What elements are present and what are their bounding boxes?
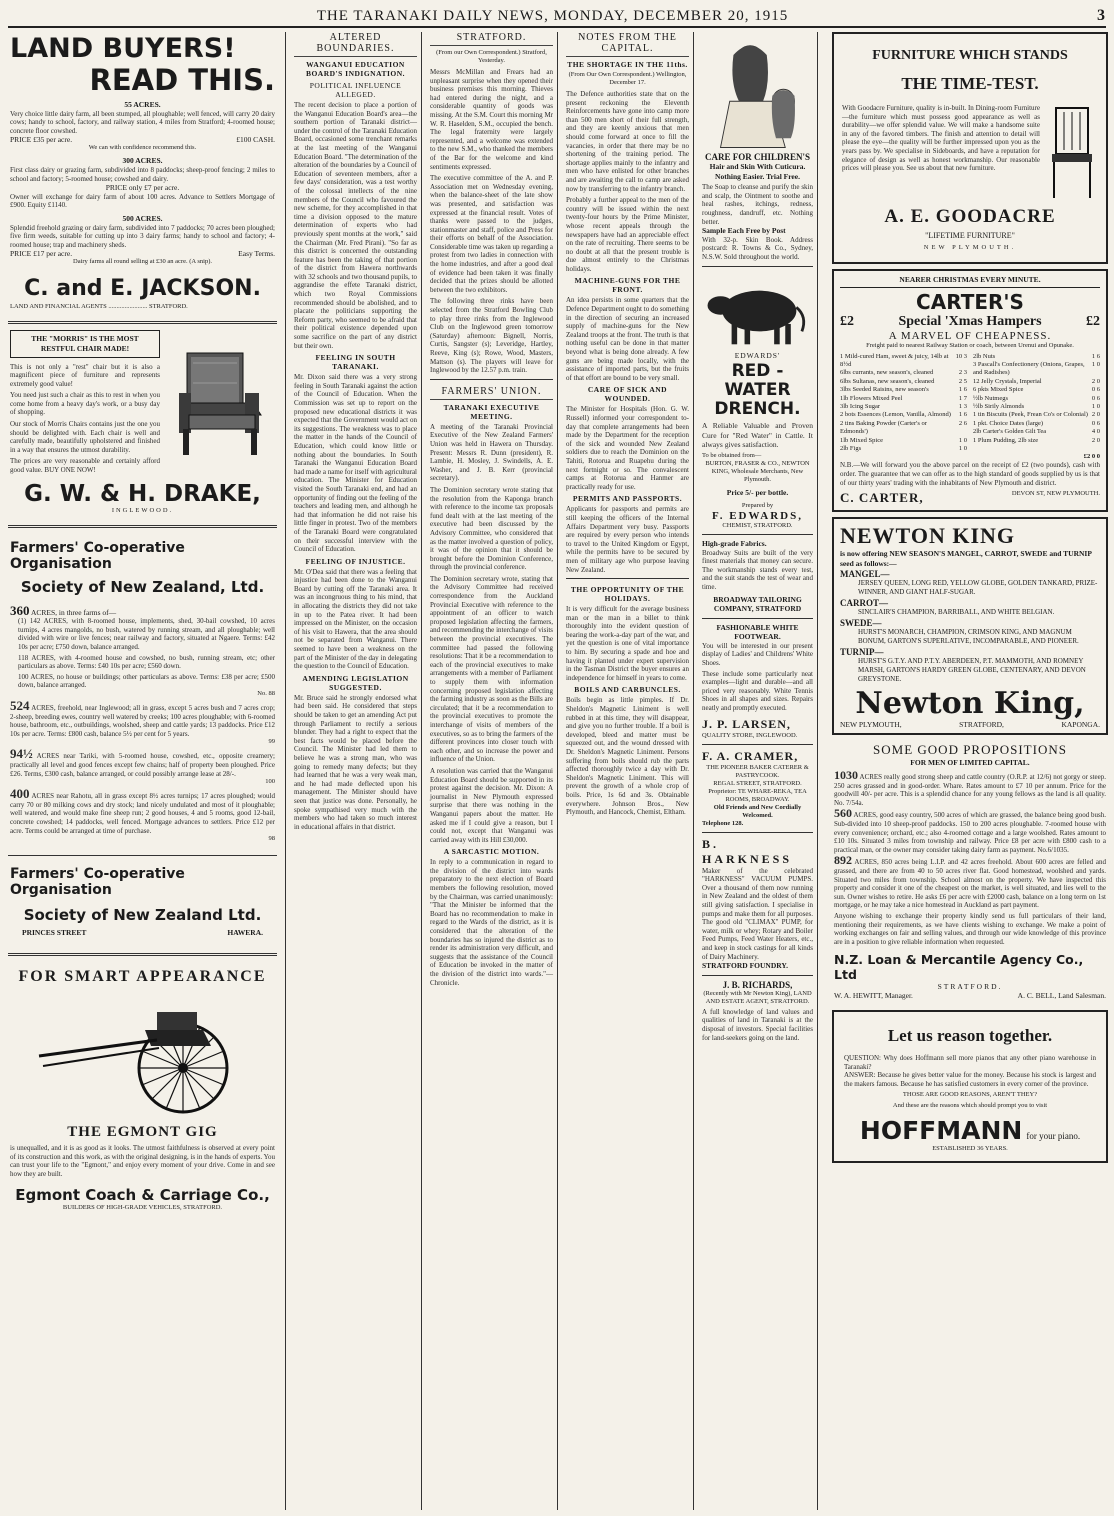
drench-stockist: BURTON, FRASER & CO., NEWTON KING, Wholesale Merchants, New Plymouth.: [705, 460, 810, 484]
listing-terms: Easy Terms.: [238, 249, 275, 259]
column-1: [8, 32, 286, 1510]
larsen-head: FASHIONABLE WHITE FOOTWEAR.: [716, 622, 799, 642]
hamper-item: [973, 437, 1100, 445]
article-heading: FARMERS' UNION.: [430, 386, 553, 400]
article-para: A resolution was carried that the Wanganui Education Board should be supported in its protest against the decision. Mr. Dixon: A journalist in New Plymouth expressed surprise that there was nothing in the Wanganui papers about the matter. He asked me if I could give a reason, but I could not, except that Wanganui was carried away with its Hill £30,000.: [430, 766, 553, 844]
hamper-item-price: 2 6: [958, 419, 967, 427]
farm-acres: 94½: [10, 746, 33, 762]
hamper-item: [973, 428, 1100, 436]
larsen-firm-sub: QUALITY STORE, INGLEWOOD.: [702, 731, 798, 739]
hamper-item-price: 1 0: [958, 436, 967, 444]
listing-price-row: [10, 135, 275, 144]
prop-acres: 892: [834, 853, 852, 868]
carter-price-right: £2: [1085, 313, 1100, 329]
newton-king-ad: [832, 517, 1108, 735]
hamper-item-price: 1 0: [958, 445, 967, 453]
carter-note: Freight paid to nearest Railway Station or coach, between Urenui and Opunake.: [866, 341, 1074, 349]
article-subheading: BOILS AND CARBUNCLES.: [574, 685, 681, 695]
article-para: The Minister for Hospitals (Hon. G. W. Russell) informed your correspondent to-day that complete arrangements had been made by the Department for the reception of the sick and wounded New Zealand soldiers due to reach the Dominion on the Tahiti, Rotorua and Ruapehu during the next fortnight or so. The convalescent camps at Rotorua and Hanmer are practically ready for use.: [566, 405, 689, 491]
article-subheading: TARANAKI EXECUTIVE MEETING.: [443, 402, 540, 421]
article-para: Mr. Bruce said he strongly endorsed what had been said. He considered that steps should be taken to get an amending Act put through Parliament to rectify a serious blunder. They had a right to expect that the best facts would be placed before the Council. The Minister had led them to believe he was a strong man, who was going to remedy many defects; but they had learned that he was a very weak man, and he had made deflected upon his management. The Minister should have seen that justice was done. Personally, he spoke sympathised very much with the members who had taken so much interest in educational affairs in that district.: [294, 693, 417, 831]
seed-category: TURNIP—: [840, 647, 884, 658]
larsen-text: These include some particularly neat examples—light and durable—and all priced very reasonably. White Tennis Shoes in all shapes and sizes. Repairs neatly and promptly executed.: [702, 669, 813, 713]
nzloan-exchange: Anyone wishing to exchange their property kindly send us full particulars of their land, mentioning their requirements, as we have clients wishing to exchange. We make a point of working exchanges on fair and selling values, and through our wide knowledge of this province are in a position to give reliable information when requested.: [834, 911, 1106, 946]
proposition: [834, 853, 1106, 910]
drake-para: Our stock of Morris Chairs contains just the one you should be delighted with. Each chair is well and carefully made, beautifully upholstered and finished in a way that ensures the utmost durability.: [10, 420, 160, 454]
hamper-item-price: 1 7: [958, 394, 967, 402]
article-para: A meeting of the Taranaki Provincial Executive of the New Zealand Farmers' Union was held in Hawera on Thursday. Present: Messrs R. Dunn (president), R. Lambie, H. Mosley, J. Swindells, A. E. Washer, and J. B. Kerr (provincial secretary).: [430, 422, 553, 483]
proposition: [834, 806, 1106, 854]
listing-text: Splendid freehold grazing or dairy farm, subdivided into 7 paddocks; 70 acres been ploughed; five firm weeds, suitable for cutting up into 3 dairy farms; handy to school and factory; 4-roomed house; trap and machinery sheds.: [10, 223, 275, 249]
cramer-note: Old Friends and New Cordially Welcomed.: [713, 803, 802, 819]
jackson-ad: [8, 32, 277, 317]
listing-text: First class dairy or grazing farm, subdivided into 8 paddocks; sheep-proof fencing; 2 miles to school and factory; 5-roomed house; cowshed and dairy.: [10, 165, 275, 183]
article-para: The executive committee of the A. and P. Association met on Wednesday evening, when the balance-sheet of the late show was presented, and satisfaction was expressed at the financial result. Votes of thanks were passed to the judges, stationmaster and staff, police and Press for their efforts on behalf of the Association. Considerable time was taken up regarding a protest from two ladies in connection with the home industries, and after a good deal of evidence had been taken it was finally decided that the prizes should be allotted between the two exhibitors.: [430, 174, 553, 294]
listing-price: PRICE £17 per acre.: [10, 249, 73, 259]
hamper-item-price: 2 0: [1091, 436, 1100, 444]
cramer-tel: Telephone 128.: [702, 819, 744, 827]
cuticura-sub: Hair and Skin With Cuticura. Nothing Easier. Trial Free.: [709, 162, 806, 181]
hamper-total: £2 0 0: [1083, 453, 1100, 461]
article-para: The recent decision to place a portion of the Wanganui Education Board's area—the southern portion of Taranaki district—under the control of the Taranaki Education Board, occasioned some trenchant remarks at the last meeting of the Wanganui Education Board. "The determination of the alteration of the boundaries by a Council of Education of seventeen members, after a few days' consideration, was a test worthy of the colossal intellects of the nine members of the Council who favoured the new scheme, for they accomplished in that time a division opposed to the mature determination of experts who had previously spent months at the work," said the Chairman (Mr. Fred Pirani). "So far as this district is concerned the outstanding feature has been the taking of that portion of the district from Hawera northwards with 32 schools and two thousand pupils, to aggrandise the effete Taranaki district, which two Royal Commissions recommended should be abolished, and to placate the politicians supporting the Reform party, who seemed to be afraid that their political existence depended upon some sacrifice on the part of any district but their own.: [294, 101, 417, 350]
prop-text: ACRES, good easy country, 500 acres of which are grassed, the balance being good bush. Sub-divided into 10 sheep-proof paddocks. 150 to 200 acres ploughable. 7-roomed house with every convenience; orchard, etc.; also 4-roomed cottage and a large woolshed. Rates amount to £10 10s. Situated 3 miles from township and railway. Price £8 per acre with £800 cash to a practical man, or the owner may consider taking dairy farm as payment.: [834, 811, 1106, 854]
listing-price: PRICE £35 per acre.: [10, 135, 73, 145]
hamper-item-label: 6lbs currants, new season's, cleaned: [840, 369, 934, 377]
broadway-ad: [702, 539, 813, 614]
hamper-item-label: 12 Jelly Crystals, Imperial: [973, 377, 1042, 385]
newton-intro: is now offering NEW SEASON'S MANGEL, CARROT, SWEDE and TURNIP seed as follows:—: [840, 549, 1092, 568]
drench-ad: [702, 271, 813, 530]
carter-firm-sub: DEVON ST, NEW PLYMOUTH.: [1011, 490, 1100, 498]
hamper-item-price: 0 6: [1091, 394, 1100, 402]
nzloan-staff: [834, 992, 1106, 1000]
drake-head-1: THE "MORRIS" IS THE MOST: [31, 334, 139, 344]
article-subheading: FEELING OF INJUSTICE.: [305, 556, 406, 566]
hamper-item-label: 6 pkts Mixed Spice: [973, 386, 1024, 394]
carter-ad: [832, 269, 1108, 512]
hamper-item-label: 2lb Nuts: [973, 352, 996, 360]
farm-ref: 100: [265, 778, 275, 786]
hamper-item: [973, 361, 1100, 378]
article-subheading: PERMITS AND PASSPORTS.: [572, 494, 683, 504]
jackson-firm-sub: LAND AND FINANCIAL AGENTS ........................ STRATFORD.: [10, 303, 188, 311]
drake-firm: G. W. & H. DRAKE,: [24, 480, 261, 507]
farm-sub: (1) 142 ACRES, with 8-roomed house, implements, shed, 30-bail cowshed, 10 acres turnips, 4 acres mangolds, no bush, watered by running stream, and all ploughable; well divided with wire or live fences; near railway and factory, situated at Ngaere. Terms: £42 10s per acre; £750 down, balance arranged.: [18, 617, 275, 651]
hoffmann-head: Let us reason together.: [887, 1025, 1053, 1045]
listing-text: Very choice little dairy farm, all been stumped, all ploughable; well fenced, will carry 20 dairy cows; handy to school, factory, and railway station, 4 miles from Stratford; 4-roomed house; concrete floor cowshed.: [10, 109, 275, 135]
article-para: Probably a further appeal to the men of the country will be issued within the next twenty-four hours by the Prime Minister, whose recent appeals through the newspapers have had an appreciable effect on the rate of recruiting. There seems to be no doubt at all that the present trouble is due almost entirely to the Christmas holidays.: [566, 196, 689, 273]
page-number: 3: [1097, 7, 1106, 24]
hamper-column-left: [840, 353, 967, 454]
carter-head: Special 'Xmas Hampers: [898, 313, 1042, 329]
gig-illustration: [33, 990, 253, 1120]
hamper-item-price: 1 6: [958, 411, 967, 419]
drake-heading-box: [10, 330, 160, 357]
farm-text: ACRES, freehold, near Inglewood; all in grass, except 5 acres bush and 7 acres crop; 2-sheep, breeding ewes, country well watered by creeks; 100 acres ploughable; with 6-roomed house, bathroom, etc., outbuildings, woolshed, sheep and cattle yards; 13 paddocks. Price £12 10s per acre. Terms: £800 cash, balance 5½ per cent for 5 years.: [10, 703, 275, 738]
drake-para: You need just such a chair as this to rest in when you come home from a heavy day's work, or a busy day of shopping.: [10, 391, 160, 417]
hamper-item-label: 3 Pascall's Confectionery (Onions, Grapes, and Radishes): [973, 361, 1085, 377]
carter-price-left: £2: [840, 313, 854, 329]
listing-note: Owner will exchange for dairy farm of about 100 acres. Advance to Settlers Mortgage of £900. Equity £1140.: [10, 192, 275, 210]
newton-town: STRATFORD,: [959, 720, 1004, 730]
article-para: Messrs McMillan and Frears had an unpleasant surprise when they opened their business premises this morning. Thieves had entered during the night, and a considerable quantity of goods was missing. At the S.M. Court this morning Mr W. R. Haselden, S.M., occupied the bench. The legal fraternity were largely represented, and a welcome was extended to the new S.M., who thanked the members of the Bar for the welcome and kind sentiments expressed.: [430, 68, 553, 171]
carter-top: NEARER CHRISTMAS EVERY MINUTE.: [840, 275, 1100, 288]
gig-firm: Egmont Coach & Carriage Co.,: [15, 1186, 270, 1205]
hoffmann-tag: for your piano.: [1026, 1131, 1081, 1142]
cramer-firm: F. A. CRAMER,: [702, 748, 799, 763]
cuticura-addr: With 32-p. Skin Book. Address postcard: R. Towns & Co., Sydney, N.S.W. Sold throughout the world.: [702, 235, 813, 261]
farmers-head-1: Farmers' Co-operative Organisation: [10, 539, 185, 572]
cow-illustration: [702, 271, 813, 351]
drake-para: This is not only a "rest" chair but it is also a magnificent piece of furniture and represents extremely good value!: [10, 362, 160, 388]
hamper-item-price: 4 0: [1091, 428, 1100, 436]
drench-text: A Reliable Valuable and Proven Cure for "Red Water" in Cattle. It always gives satisfaction.: [702, 421, 813, 449]
article-para: Applicants for passports and permits are still keeping the officers of the Internal Affairs Department very busy. Passports are required by every person who intends to travel to the United Kingdom or Egypt, while the permits have to be secured by men of military age who purpose leaving New Zealand.: [566, 505, 689, 574]
hamper-item: [840, 411, 967, 419]
cuticura-ad: [702, 32, 813, 262]
richards-ad: [702, 980, 813, 1042]
listing-cash: £100 CASH.: [236, 135, 275, 145]
gig-head: FOR SMART APPEARANCE: [18, 968, 267, 986]
hoffmann-q3: And these are the reasons which should prompt you to visit: [892, 1102, 1048, 1110]
farmers2-head-1: Farmers' Co-operative Organisation: [10, 866, 185, 899]
hamper-item-price: 2 0: [1091, 377, 1100, 385]
proposition: [834, 768, 1106, 807]
farmers2-address: [10, 928, 275, 937]
column-4: [562, 32, 694, 1510]
goodacre-tag: "LIFETIME FURNITURE": [925, 231, 1015, 240]
hamper-item: [973, 395, 1100, 403]
hamper-list: [840, 353, 1100, 454]
hamper-item-label: 2 tins Baking Powder (Carter's or Edmonds'): [840, 419, 927, 436]
listing-price: PRICE only £7 per acre.: [105, 183, 180, 193]
farm-text: ACRES, in three farms of—: [30, 607, 117, 617]
article-dateline: (From our Own Correspondent.) Stratford, Yesterday.: [436, 49, 547, 64]
drench-prep: Prepared by: [741, 501, 774, 509]
listing-note: We can with confidence recommend this.: [88, 144, 197, 152]
nzloan-firm: N.Z. Loan & Mercantile Agency Co., Ltd: [834, 952, 1084, 983]
carter-firm: C. CARTER,: [840, 490, 924, 506]
drench-firm: F. EDWARDS,: [712, 509, 803, 522]
farmers2-town: HAWERA.: [227, 928, 263, 938]
article-dateline: (From Our Own Correspondent.) Wellington, December 17.: [568, 71, 687, 86]
prop-ref: No.6/1035.: [1037, 845, 1069, 854]
farm-acres: 400: [10, 786, 30, 802]
cramer-ad: [702, 749, 813, 828]
farm-sub: 118 ACRES, with 4-roomed house and cowshed, no bush, running stream, etc; other particulars as above. Terms: £40 10s per acre; £560 down.: [18, 653, 275, 671]
drake-head-2: RESTFUL CHAIR MADE!: [40, 343, 130, 353]
seed-varieties: SINCLAIR'S CHAMPION, BARRIBALL, AND WHITE BELGIAN.: [858, 608, 1055, 617]
newton-town: NEW PLYMOUTH,: [840, 720, 902, 730]
hamper-item-price: 2 5: [958, 377, 967, 385]
cuticura-sample: Sample Each Free by Post: [702, 226, 786, 236]
farmers-ad-1: [8, 532, 277, 845]
hamper-item-price: 2 3: [958, 369, 967, 377]
farmers2-street: PRINCES STREET: [22, 928, 87, 938]
nzloan-sub: FOR MEN OF LIMITED CAPITAL.: [910, 758, 1030, 768]
article-subheading: CARE OF SICK AND WOUNDED.: [587, 385, 668, 404]
hamper-item-price: 0 6: [1091, 386, 1100, 394]
harkness-firm: B. HARKNESS: [702, 836, 793, 866]
farm-listing: [10, 786, 275, 835]
column-6: [826, 32, 1108, 1510]
listing-price-row: [10, 249, 275, 258]
goodacre-text: With Goodacre Furniture, quality is in-built. In Dining-room Furniture—the furniture which must possess good appearance as well as durability—we offer splendid value. We will make a handsome suite in any of the favored timbers. The finish and attention to detail will please the eye—the quality will be further impressed upon you as the years pass by. We specialise in Sideboards, and have a reputation for elegance of design as well as honest workmanship. Our reasonable prices will please you. See us about that new furniture.: [842, 104, 1040, 173]
nzloan-head: SOME GOOD PROPOSITIONS: [873, 742, 1067, 758]
article-heading: ALTERED BOUNDARIES.: [294, 32, 417, 57]
hamper-item-price: 1 3: [958, 403, 967, 411]
hamper-item-label: ½lb Sirily Almonds: [973, 403, 1025, 411]
carter-headline: [840, 314, 1100, 330]
cramer-sub: THE PIONEER BAKER CATERER & PASTRYCOOK.: [706, 763, 809, 779]
hamper-item: [973, 353, 1100, 361]
gig-name: THE EGMONT GIG: [67, 1124, 218, 1141]
hamper-item-label: 6lbs Sultanas, new season's, cleaned: [840, 377, 935, 385]
newton-town: KAPONGA.: [1061, 720, 1100, 730]
gig-text: is unequalled, and it is as good as it looks. The utmost faithfulness is observed at every point of its construction and this work, as with the original designing, is in the hands of experts. You can trust your life to the "Egmont," and enjoy every moment of your drive. Come in and see how they are built.: [10, 1144, 275, 1178]
listing-title: 300 ACRES.: [122, 156, 163, 166]
hamper-item-price: 0 6: [1091, 419, 1100, 427]
hamper-column-right: [973, 353, 1100, 454]
article-subheading: MACHINE-GUNS FOR THE FRONT.: [574, 276, 681, 295]
hoffmann-a1: ANSWER: Because he gives better value for the money. Because his stock is largest and the makers famous. Because he has satisfied customers in every corner of the province.: [844, 1071, 1096, 1088]
goodacre-firm: A. E. GOODACRE: [884, 206, 1056, 227]
hamper-item: [840, 445, 967, 453]
prop-acres: 1030: [834, 768, 858, 783]
hamper-item: [840, 395, 967, 403]
hamper-item-price: 1 0: [1091, 361, 1100, 368]
article-subheading: FEELING IN SOUTH TARANAKI.: [315, 353, 396, 372]
newton-sig: Newton King,: [855, 686, 1085, 722]
article-subheading: THE SHORTAGE IN THE 11ths.: [567, 60, 688, 69]
hamper-item-label: 2lb Figs: [840, 445, 862, 453]
hamper-item: [973, 403, 1100, 411]
larsen-firm: J. P. LARSEN,: [702, 716, 791, 731]
gig-ad: [8, 960, 277, 1214]
harkness-ad: [702, 837, 813, 971]
carter-nb: N.B.—We will forward you the above parcel on the receipt of £2 (two pounds), cash with order. The guarantee that we can offer as to the high standard of goods supplied by us is that of our thirty years' trading with the inhabitants of New Plymouth and district.: [840, 461, 1100, 487]
farm-acres: 360: [10, 602, 30, 618]
harkness-text: Maker of the celebrated "HARKNESS" VACUUM PUMPS. Over a thousand of them now running in New Zealand and the oldest of them still giving satisfaction. I specialise in pumps and make them for all purposes. The good old "CLIMAX" PUMP, for water, milk or whey; Rotary and Boiler Feed Pumps, Feed Water Heaters, etc., and keep in stock castings for all kinds of Dairy Machinery.: [702, 866, 813, 961]
hamper-item-label: 1 Plum Pudding, 2lb size: [973, 436, 1039, 444]
seed-list: [840, 570, 1100, 684]
listing-title: 500 ACRES.: [122, 213, 163, 223]
article-para: An idea persists in some quarters that the Defence Department ought to do something in the direction of securing an increased supply of machine-guns for the New Zealand troops at the front. The truth is that nothing useful can be done in that matter beyond what is being done already. A few guns are being made locally, with the assistance of imported parts, but the fruits of that effort are bound to be very small.: [566, 296, 689, 382]
farm-ref: 99: [268, 738, 275, 746]
carter-sign: [840, 490, 1100, 506]
hamper-item: [840, 386, 967, 394]
farm-ref: 98: [268, 835, 275, 843]
hoffmann-ad: [832, 1010, 1108, 1163]
broadway-text: Broadway Suits are built of the very finest materials that money can secure. The workmanship stands every test, and the suit stands the test of wear and time.: [702, 548, 813, 591]
article-subheading: WANGANUI EDUCATION BOARD'S INDIGNATION.: [305, 60, 406, 78]
column-2: [290, 32, 422, 1510]
seed-varieties: JERSEY QUEEN, LONG RED, YELLOW GLOBE, GOLDEN TANKARD, PRIZE-WINNER, AND GIANT HALF-SUGAR.: [858, 579, 1098, 597]
nzloan-ad: [832, 740, 1108, 1001]
hamper-item: [840, 353, 967, 370]
prop-text: ACRES really good strong sheep and cattle country (O.R.P. at 12/6) not gorgy or steep. 250 acres grassed and in good-order. Whare. Rates amount to £7 10 per annum. Price for the goodwill 40/- per acre. This is a splendid chance for any young fellows as the land is all quality.: [834, 773, 1106, 799]
morris-chair-illustration: [173, 343, 269, 461]
farmers-head-2: Society of New Zealand, Ltd.: [20, 577, 265, 596]
article-heading: STRATFORD.: [430, 32, 553, 46]
article-para: The following three rinks have been selected from the Stratford Bowling Club to play three rinks from the Inglewood Club on the Inglewood green tomorrow (Saturday) afternoon: Bignell, Norris, Curtis, Sangster (s); Leveridge, Hartley, Reeve, King (s); Rowe, Wood, Masters, Mattson (s). The players will leave for Inglewood by the 12.57 p.m. train.: [430, 297, 553, 375]
hamper-item: [973, 378, 1100, 386]
listing-title: 55 ACRES.: [124, 100, 161, 109]
seed-varieties: HURST'S MONARCH, CHAMPION, CRIMSON KING, AND MAGNUM BONUM, GARTON'S SUPERLATIVE, INCOMPARABLE, AND PIONEER.: [858, 628, 1079, 646]
article-para: Mr. Dixon said there was a very strong feeling in South Taranaki against the action of the Council of Education. When the Commission was set up to report on the proposed new educational districts it was expected that the Government would act on its suggestions. The weakness was to place the matter in the hands of the Council of Education, which could know little or nothing about the boundaries. In South Taranaki the Wanganui Education Board had made a name for itself with agricultural education. The Minister for Education visited the South Taranaki end, and had an opportunity of finding out the feeling of the teachers and leading men, and although he had that information he did not raise his little finger in protest. Two of the members of the Taranaki Board were congratulated on their successful interview with the Council of Education.: [294, 373, 417, 554]
hamper-item-label: 2lb Carter's Golden Gilt Tea: [973, 428, 1047, 436]
hoffmann-est: ESTABLISHED 36 YEARS.: [932, 1145, 1008, 1153]
farm-text: ACRES near Tariki, with 5-roomed house, cowshed, etc., opposite creamery; practically all level and good fences except few chains; half of property been ploughed. Price £26. Terms, £300 cash, balance arranged, or could possibly arrange lease at 28/-.: [10, 752, 275, 778]
hamper-item-price: 1 0: [1091, 403, 1100, 411]
richards-sub: (Recently with Mr Newton King), LAND AND ESTATE AGENT, STRATFORD.: [703, 989, 812, 1005]
drench-price: Price 5/- per bottle.: [726, 488, 789, 498]
hamper-item: [840, 378, 967, 386]
drench-from: To be obtained from—: [702, 452, 762, 460]
goodacre-head-2: THE TIME-TEST.: [901, 74, 1039, 93]
hamper-item-price: 1 6: [1091, 352, 1100, 360]
prop-text: ACRES, 850 acres being L.I.P. and 42 acres freehold. About 600 acres are felled and grassed, and there are from 40 to 50 acres river flat. Good homestead, woolshed and yards. Situated two miles from township. School almost on the property. We have inspected this property and consider it one of the cheapest on the market, is well situated, and lies well to the sun. Owner wishes to retire. He asks £6 per acre with £2000 cash, balance on a long term on 1st mortgage, or he may take a nice homestead in Auckland as part payment.: [834, 858, 1106, 910]
hoffmann-q2: THOSE ARE GOOD REASONS, AREN'T THEY?: [902, 1091, 1038, 1099]
hoffmann-name: HOFFMANN: [859, 1116, 1023, 1146]
cramer-prop: Proprietor: TE WHARE-REKA, TEA ROOMS, BROADWAY.: [708, 787, 807, 803]
masthead-title: THE TARANAKI DAILY NEWS, MONDAY, DECEMBER 20, 1915: [316, 7, 789, 24]
farmers2-head-2: Society of New Zealand Ltd.: [23, 906, 262, 925]
newton-towns: [840, 721, 1100, 729]
hamper-item: [840, 420, 967, 437]
hamper-item: [840, 369, 967, 377]
farm-listing: [10, 746, 275, 778]
hamper-item-label: ½lb Nutmegs: [973, 394, 1009, 402]
article-subheading: AMENDING LEGISLATION SUGGESTED.: [302, 673, 409, 692]
drake-para: The prices are very reasonable and certainly afford good value. BUY ONE NOW!: [10, 457, 160, 475]
hamper-item: [973, 411, 1100, 419]
dining-chair-illustration: [1046, 104, 1098, 200]
farm-ref: No. 88: [257, 689, 275, 697]
goodacre-ad: [832, 32, 1108, 264]
hamper-item: [973, 420, 1100, 428]
farm-listing: [10, 697, 275, 738]
drench-label: EDWARDS': [734, 350, 781, 360]
hamper-item-label: 3lb Icing Sugar: [840, 403, 881, 411]
hamper-item-price: 1 6: [958, 386, 967, 394]
hamper-item-label: 1 pkt. Choice Dates (large): [973, 419, 1044, 427]
jackson-headline-1: LAND BUYERS!: [10, 33, 236, 64]
farm-text: ACRES near Rahotu, all in grass except 8½ acres turnips; 17 acres ploughed; would carry 70 or 80 milking cows and dry stock; land nicely undulated and most of it ploughable; well watered, and would make fine sheep run; 2 good houses, 4 and 5 rooms, good 12-bail, concrete cowshed; 14 paddocks, well fenced. Mortgage advances to settlers. Price £12 per acre. Terms could be arranged at time of purchase.: [10, 792, 275, 835]
seed-category: SWEDE—: [840, 618, 882, 629]
drake-town: INGLEWOOD.: [111, 506, 174, 514]
jackson-headline-2: READ THIS.: [89, 63, 275, 97]
prop-acres: 560: [834, 806, 852, 821]
hamper-item: [840, 437, 967, 445]
article-subheading: A SARCASTIC MOTION.: [443, 847, 540, 857]
hamper-item: [973, 386, 1100, 394]
seed-varieties: HURST'S G.T.Y. AND P.T.Y. ABERDEEN, P.T. MAMMOTH, AND ROMNEY MARSH, GARTON'S HARDY GREEN GLOBE, CENTENARY, AND DEVON GREYSTONE.: [858, 657, 1086, 684]
article-subheading: POLITICAL INFLUENCE ALLEGED.: [309, 81, 402, 99]
article-heading: THE OPPORTUNITY OF THE HOLIDAYS.: [570, 585, 685, 604]
richards-firm: J. B. RICHARDS,: [722, 979, 793, 990]
broadway-firm: BROADWAY TAILORING COMPANY, STRATFORD: [713, 594, 802, 614]
farm-acres: 524: [10, 697, 30, 713]
masthead: [8, 6, 1106, 28]
hamper-item-label: 1 Mild-cured Ham, sweet & juicy, 14lb at 8½d: [840, 352, 949, 368]
cramer-street: REGAL STREET, STRATFORD.: [713, 779, 802, 787]
larsen-ad: [702, 623, 813, 740]
hamper-item-label: 1 tin Biscuits (Peek, Frean Co's or Colonial): [973, 411, 1088, 419]
hamper-item-price: 10 3: [955, 352, 967, 360]
hamper-item-label: 1lb Flowers Mixed Peel: [840, 394, 903, 402]
hamper-item: [840, 403, 967, 411]
drench-head: RED - WATER DRENCH.: [714, 361, 801, 420]
hoffmann-q1: QUESTION: Why does Hoffmann sell more pianos that any other piano warehouse in Taranaki?: [844, 1053, 1096, 1071]
article-para: In reply to a communication in regard to the division of the district into wards preparatory to the next election of Board members the following resolution, moved by the Chairman, was carried unanimously: "That the Minister be informed that the Board has no recommendation to make in regard to the Wards of the district, as it is considered that the alteration of the boundaries has so injured the district as to render its administration very difficult, and suggests that the assistance of the Council of Education be invoked in the matter of the division of the district into wards."—Chronicle.: [430, 858, 553, 987]
article-heading: NOTES FROM THE CAPITAL.: [566, 32, 689, 57]
hamper-item-label: 1lb Mixed Spice: [840, 436, 883, 444]
farmers-ad-2: [8, 860, 277, 939]
article-para: It is very difficult for the average business man or the man in a billet to think thoroughly into the evident question of bearing the work-a-day part of the war, and yet the question is one of vital importance to him. By securing a spade and hoe and having it planted under expert supervision in the Tasman District the buyer ensures an independence for himself in years to come.: [566, 605, 689, 682]
richards-text: A full knowledge of land values and qualities of land in Taranaki is at the disposal of investors. Special facilities for land-seekers going on the land.: [702, 1007, 813, 1042]
goodacre-head-1: FURNITURE WHICH STANDS: [872, 48, 1068, 63]
article-para: Mr. O'Dea said that there was a feeling that injustice had been done to the Wanganui Board by cutting off the Taranaki area. It was an incongruous thing to his mind, that in allocating the districts they did not take in up to the Patea river. It had been impressed on the Minister, on the occasion of his visit to Hawera, that the area should not be separated from Wanganui. There seemed to have been a weakness on the part of the Minister of the day in delegating the question to the Council of Education.: [294, 567, 417, 671]
article-para: Boils begin as little pimples. If Dr. Sheldon's Magnetic Liniment is well rubbed in at this time, they will disappear, and give you no further trouble. If a boil is developed, bleed and matter must be squeezed out, and the wound dressed with Dr. Sheldon's Magnetic Liniment. Persons suffering from boils should rub the parts affected thoroughly twice a day with Dr. Sheldon's Magnetic Liniment. This will prevent the growth of a whole crop of boils. Price, 1s 6d and 3s. Obtainable everywhere. Johnson Bros., New Plymouth, and Hancock, Chemist, Eltham.: [566, 696, 689, 817]
seed-category: CARROT—: [840, 598, 889, 609]
harkness-town: STRATFORD FOUNDRY.: [702, 961, 788, 971]
broadway-head: High-grade Fabrics.: [702, 538, 767, 548]
hamper-item-label: 2 bots Essences (Lemon, Vanilla, Almond): [840, 411, 951, 419]
mother-child-illustration: [702, 32, 813, 152]
column-5: [698, 32, 818, 1510]
drake-ad: [8, 328, 277, 476]
hamper-item-price: 2 0: [1091, 411, 1100, 419]
goodacre-town: NEW PLYMOUTH.: [923, 244, 1017, 251]
nzloan-sales: A. C. BELL, Land Salesman.: [1017, 990, 1106, 1000]
carter-sub: A MARVEL OF CHEAPNESS.: [888, 329, 1052, 342]
prop-ref: No. 7/54a.: [834, 798, 864, 807]
column-3: [426, 32, 558, 1510]
jackson-firm: C. and E. JACKSON.: [24, 276, 261, 302]
hamper-item-label: 3lbs Seeded Raisins, new season's: [840, 386, 929, 394]
drench-firm-sub: CHEMIST, STRATFORD.: [722, 521, 793, 529]
carter-name: CARTER'S: [916, 289, 1024, 314]
article-para: The Dominion secretary wrote, stating that the Advisory Committee had received correspondence from the Auckland Provincial Executive with reference to the appointment of an officer to watch proposed legislation affecting the farmers, and recommending the interchange of visits between the provincial executives. The committee had passed the following resolutions: That it be a recommendation to each of the provincial executives to make arrangements with a member of Parliament to supply them with information concerning proposed legislation affecting the farming industry as soon as the Bills are circulated; that it be a recommendation to the provincial executives to promote the interchange of visits of members of the executives, so as to bring the farmers of the different provinces into closer touch with each other, and so increase the power and influence of the Union.: [430, 574, 553, 764]
cuticura-text: The Soap to cleanse and purify the skin and scalp, the Ointment to soothe and heal rashes, itchings, redness, roughness, dandruff, etc. Nothing better.: [702, 183, 813, 226]
nzloan-town: STRATFORD.: [937, 982, 1003, 992]
larsen-text: You will be interested in our present display of Ladies' and Childrens' White Shoes.: [702, 641, 813, 668]
nzloan-mgr: W. A. HEWITT, Manager.: [834, 990, 913, 1000]
article-para: The Dominion secretary wrote stating that the resolution from the Kaponga branch with reference to the income tax proposals fund dealt with at the last meeting of the executive had been discussed by the Advisory Committee, who considered that as the matter involved a question of policy, it was of the opinion that it should be brought before the Dominion Conference, through the provincial conference.: [430, 485, 553, 572]
farm-listing: [10, 602, 275, 618]
newton-head: NEWTON KING: [840, 523, 1016, 549]
listing-note: Dairy farms all round selling at £30 an acre. (A snip).: [73, 258, 212, 266]
gig-firm-sub: BUILDERS OF HIGH-GRADE VEHICLES, STRATFORD.: [62, 1204, 223, 1212]
cuticura-head: CARE FOR CHILDREN'S: [704, 152, 810, 162]
seed-category: MANGEL—: [840, 569, 890, 580]
article-para: The Defence authorities state that on the present reckoning the Eleventh Reinforcements have gone into camp more than 500 men short of their full strength, and they are keenly anxious that men should come forward at once to fill the vacancies, in order that there may be no shortening of the training period. The shortage applies mainly to the infantry and men who have enlisted for other branches and are awaiting the call to camp are asked now by transferring to the infantry branch.: [566, 90, 689, 193]
farm-sub: 100 ACRES, no house or buildings; other particulars as above. Terms: £38 per acre; £500 down, balance arranged.: [18, 672, 275, 690]
